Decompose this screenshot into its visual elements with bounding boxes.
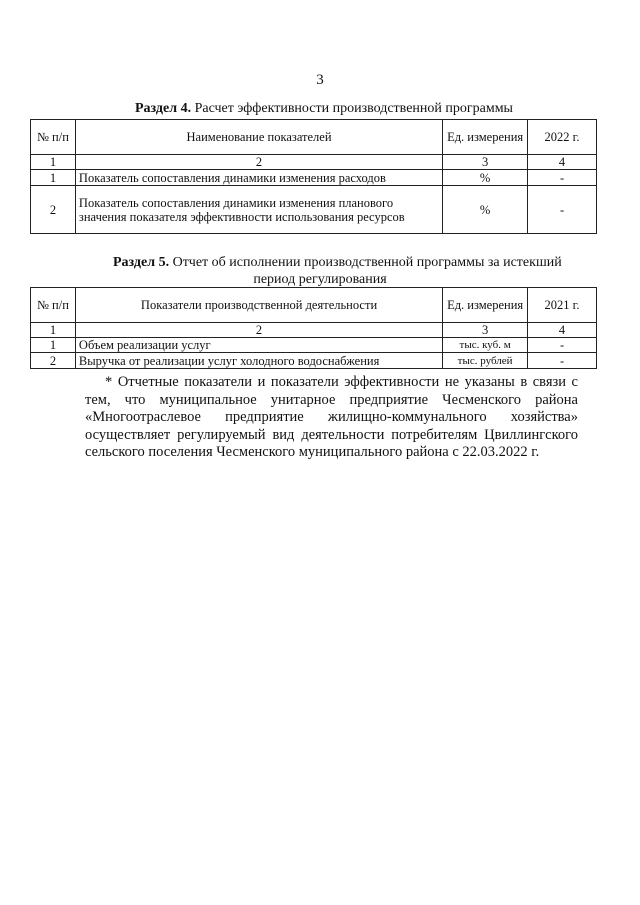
table-row [31, 353, 597, 369]
section5-title [113, 255, 562, 270]
table-header-row [31, 120, 597, 155]
section4-title-text: Расчет эффективности производственной программы [194, 101, 513, 116]
section4-title-bold: Раздел 4. [135, 101, 192, 116]
header-cell-year: 2021 г. [528, 288, 597, 323]
section5-title-line2: период регулирования [253, 272, 387, 287]
row-indicator: Показатель сопоставления динамики изменения планового значения показателя эффективности использования ресурсов [75, 186, 442, 234]
table-row [31, 186, 597, 234]
row-number: 1 [31, 170, 76, 186]
row-number: 2 [31, 186, 76, 234]
row-value: - [528, 170, 597, 186]
table-row [31, 170, 597, 186]
row-indicator: Выручка от реализации услуг холодного водоснабжения [75, 353, 442, 369]
row-value: - [528, 186, 597, 234]
page-number: 3 [316, 72, 324, 88]
row-indicator: Объем реализации услуг [75, 338, 442, 353]
table-row [31, 338, 597, 353]
section5-title-text: Отчет об исполнении производственной программы за истекший [172, 255, 562, 270]
index-cell: 3 [443, 323, 528, 338]
section5-title-bold: Раздел 5. [113, 255, 170, 270]
header-cell-unit: Ед. измерения [443, 288, 528, 323]
row-unit: % [443, 186, 528, 234]
row-unit: тыс. рублей [443, 353, 528, 369]
row-number: 1 [31, 338, 76, 353]
index-cell: 2 [75, 323, 442, 338]
index-cell: 1 [31, 155, 76, 170]
header-cell-name: Показатели производственной деятельности [75, 288, 442, 323]
footnote-text: * Отчетные показатели и показатели эффективности не указаны в связи с тем, что муниципальное унитарное предприятие Чесменского района «Многоотраслевое предприятие жилищно-коммунального хозяйства» осуществляет регулируемый вид деятельности потребителям Цвиллингского сельского поселения Чесменского муниципального района с 22.03.2022 г. [85, 374, 578, 460]
index-cell: 3 [443, 155, 528, 170]
header-cell-unit: Ед. измерения [443, 120, 528, 155]
header-cell-number: № п/п [31, 120, 76, 155]
section4-table [30, 119, 597, 234]
section5-table [30, 287, 597, 369]
header-cell-number: № п/п [31, 288, 76, 323]
row-number: 2 [31, 353, 76, 369]
header-cell-year: 2022 г. [528, 120, 597, 155]
table-header-row [31, 288, 597, 323]
index-cell: 4 [528, 323, 597, 338]
header-cell-name: Наименование показателей [75, 120, 442, 155]
row-value: - [528, 353, 597, 369]
table-index-row [31, 323, 597, 338]
footnote [85, 374, 578, 462]
row-value: - [528, 338, 597, 353]
row-unit: % [443, 170, 528, 186]
index-cell: 4 [528, 155, 597, 170]
index-cell: 1 [31, 323, 76, 338]
table-index-row [31, 155, 597, 170]
index-cell: 2 [75, 155, 442, 170]
row-unit: тыс. куб. м [443, 338, 528, 353]
row-indicator: Показатель сопоставления динамики изменения расходов [75, 170, 442, 186]
section4-title [135, 101, 513, 116]
